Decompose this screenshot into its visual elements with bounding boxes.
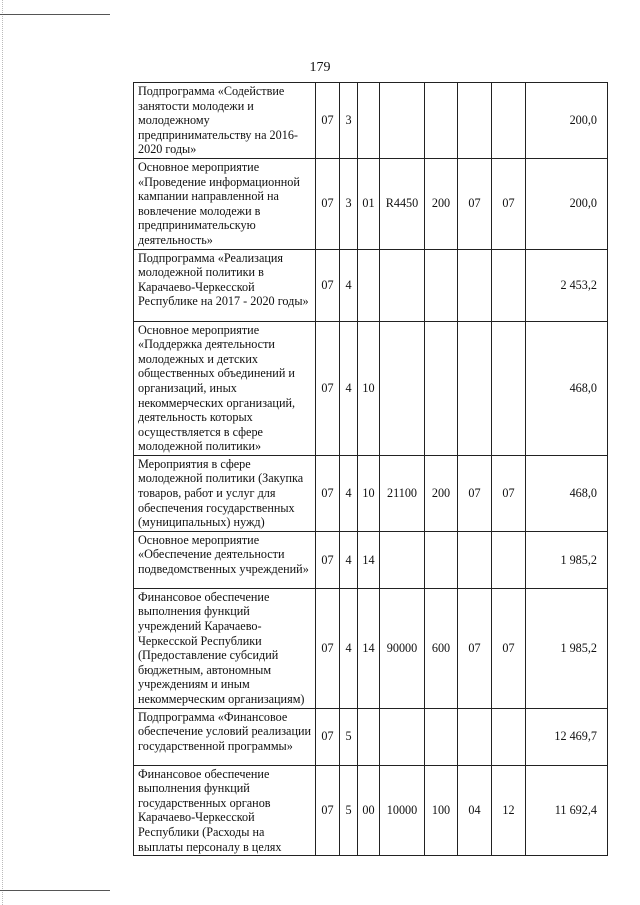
budget-table <box>133 82 608 856</box>
cell-chapter-code <box>458 531 492 588</box>
cell-subchapter-code <box>492 249 526 321</box>
budget-table-body <box>134 83 608 856</box>
cell-measure-code: 10 <box>358 455 380 531</box>
cell-item-name: Мероприятия в сфере молодежной политики (Закупка товаров, работ и услуг для обеспечения государственных (муниципальных) нужд) <box>134 455 316 531</box>
cell-section-code: 07 <box>316 158 340 249</box>
cell-chapter-code <box>458 83 492 159</box>
cell-amount: 468,0 <box>526 455 608 531</box>
cell-measure-code: 10 <box>358 321 380 455</box>
cell-subchapter-code: 07 <box>492 158 526 249</box>
cell-item-name: Основное мероприятие «Проведение информационной кампании направленной на вовлечение молодежи в предпринимательскую деятельность» <box>134 158 316 249</box>
cell-subchapter-code: 07 <box>492 455 526 531</box>
margin-rule-top <box>0 14 110 15</box>
cell-amount: 1 985,2 <box>526 531 608 588</box>
cell-expense-type <box>425 531 458 588</box>
cell-item-name: Основное мероприятие «Обеспечение деятельности подведомственных учреждений» <box>134 531 316 588</box>
cell-chapter-code <box>458 321 492 455</box>
cell-subsection-code: 5 <box>340 765 358 856</box>
cell-subsection-code: 4 <box>340 321 358 455</box>
cell-section-code: 07 <box>316 588 340 708</box>
cell-target-code: R4450 <box>380 158 425 249</box>
cell-target-code <box>380 321 425 455</box>
cell-target-code <box>380 249 425 321</box>
cell-target-code <box>380 531 425 588</box>
table-row <box>134 765 608 856</box>
cell-chapter-code: 07 <box>458 455 492 531</box>
cell-subchapter-code: 12 <box>492 765 526 856</box>
page-number: 179 <box>309 60 331 75</box>
cell-section-code: 07 <box>316 321 340 455</box>
cell-target-code: 10000 <box>380 765 425 856</box>
cell-measure-code <box>358 708 380 765</box>
cell-measure-code: 14 <box>358 588 380 708</box>
cell-subchapter-code <box>492 708 526 765</box>
cell-amount: 468,0 <box>526 321 608 455</box>
cell-expense-type <box>425 249 458 321</box>
cell-target-code <box>380 83 425 159</box>
table-row <box>134 321 608 455</box>
cell-chapter-code: 04 <box>458 765 492 856</box>
cell-expense-type: 200 <box>425 158 458 249</box>
cell-expense-type: 100 <box>425 765 458 856</box>
table-row <box>134 249 608 321</box>
cell-amount: 11 692,4 <box>526 765 608 856</box>
cell-measure-code <box>358 249 380 321</box>
cell-section-code: 07 <box>316 708 340 765</box>
cell-expense-type: 200 <box>425 455 458 531</box>
table-row <box>134 83 608 159</box>
cell-chapter-code <box>458 249 492 321</box>
cell-subsection-code: 3 <box>340 158 358 249</box>
table-row <box>134 455 608 531</box>
cell-subchapter-code <box>492 321 526 455</box>
cell-amount: 2 453,2 <box>526 249 608 321</box>
cell-target-code <box>380 708 425 765</box>
cell-item-name: Финансовое обеспечение выполнения функций учреждений Карачаево-Черкесской Республики (Предоставление субсидий бюджетным, автономным учреждениям и иным некоммерческим организациям) <box>134 588 316 708</box>
cell-amount: 200,0 <box>526 83 608 159</box>
cell-subsection-code: 3 <box>340 83 358 159</box>
cell-section-code: 07 <box>316 83 340 159</box>
cell-measure-code: 14 <box>358 531 380 588</box>
table-row <box>134 708 608 765</box>
table-row <box>134 531 608 588</box>
margin-rule-bottom <box>0 890 110 891</box>
cell-item-name: Основное мероприятие «Поддержка деятельности молодежных и детских общественных объединений и организаций, иных некоммерческих организаций, деятельность которых осуществляется в сфере молодежной политики» <box>134 321 316 455</box>
cell-amount: 200,0 <box>526 158 608 249</box>
cell-chapter-code: 07 <box>458 158 492 249</box>
cell-item-name: Финансовое обеспечение выполнения функций государственных органов Карачаево-Черкесской Республики (Расходы на выплаты персоналу в целях <box>134 765 316 856</box>
cell-subchapter-code <box>492 83 526 159</box>
cell-expense-type <box>425 83 458 159</box>
cell-item-name: Подпрограмма «Содействие занятости молодежи и молодежному предпринимательству на 2016-2020 годы» <box>134 83 316 159</box>
cell-measure-code: 00 <box>358 765 380 856</box>
cell-subsection-code: 4 <box>340 531 358 588</box>
cell-section-code: 07 <box>316 765 340 856</box>
cell-subchapter-code: 07 <box>492 588 526 708</box>
cell-expense-type <box>425 321 458 455</box>
cell-expense-type: 600 <box>425 588 458 708</box>
cell-subsection-code: 4 <box>340 588 358 708</box>
cell-measure-code <box>358 83 380 159</box>
cell-section-code: 07 <box>316 455 340 531</box>
cell-chapter-code <box>458 708 492 765</box>
cell-target-code: 21100 <box>380 455 425 531</box>
table-row <box>134 588 608 708</box>
cell-section-code: 07 <box>316 531 340 588</box>
cell-subsection-code: 4 <box>340 455 358 531</box>
cell-subsection-code: 5 <box>340 708 358 765</box>
cell-item-name: Подпрограмма «Финансовое обеспечение условий реализации государственной программы» <box>134 708 316 765</box>
cell-subchapter-code <box>492 531 526 588</box>
cell-expense-type <box>425 708 458 765</box>
cell-amount: 1 985,2 <box>526 588 608 708</box>
cell-chapter-code: 07 <box>458 588 492 708</box>
scan-edge-line <box>2 0 3 905</box>
cell-target-code: 90000 <box>380 588 425 708</box>
cell-subsection-code: 4 <box>340 249 358 321</box>
table-row <box>134 158 608 249</box>
cell-amount: 12 469,7 <box>526 708 608 765</box>
cell-measure-code: 01 <box>358 158 380 249</box>
cell-item-name: Подпрограмма «Реализация молодежной политики в Карачаево-Черкесской Республике на 2017 - 2020 годы» <box>134 249 316 321</box>
cell-section-code: 07 <box>316 249 340 321</box>
